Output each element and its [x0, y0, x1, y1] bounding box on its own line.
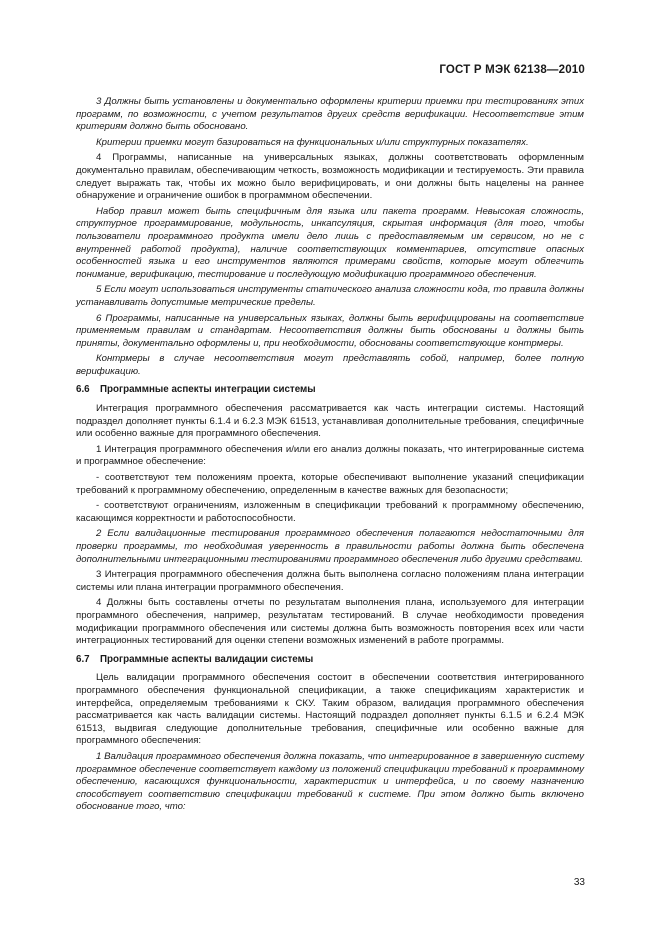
paragraph: 3 Интеграция программного обеспечения должна быть выполнена согласно положениям плана интеграции системы или плана интеграции программного обеспечения.: [76, 569, 584, 593]
paragraph: Контрмеры в случае несоответствия могут представлять собой, например, более полную верификацию.: [76, 353, 584, 377]
section-title: Программные аспекты интеграции системы: [100, 384, 316, 396]
section-heading-6-6: [76, 384, 584, 397]
paragraph: 6 Программы, написанные на универсальных языках, должны быть верифицированы на соответствие применяемым правилам и стандартам. Несоответствия должны быть обоснованы и должны быть приняты, документально оформлены и, при необходимости, обоснованы соответствующие контрмеры.: [76, 312, 584, 349]
section-title: Программные аспекты валидации системы: [100, 653, 314, 665]
section-number: 6.7: [76, 653, 90, 665]
paragraph: 4 Должны быть составлены отчеты по результатам выполнения плана, используемого для интеграции программного обеспечения, например, результатам тестирований. В случае необходимости проведения модификации программного обеспечения или системы должна быть возможность повторения всех или части интеграционных тестирований для оценки степени возможных изменений в работе программы.: [76, 597, 584, 647]
paragraph: Интеграция программного обеспечения рассматривается как часть интеграции системы. Настоящий подраздел дополняет пункты 6.1.4 и 6.2.3 МЭК 61513, устанавливая дополнительные требования, специфичные или особенно важные для программного обеспечения.: [76, 403, 584, 440]
page-body: [76, 96, 584, 817]
list-item: - соответствуют тем положениям проекта, которые обеспечивают выполнение указаний спецификации требований к программному обеспечению, определенным в качестве важных для безопасности;: [76, 472, 584, 496]
paragraph: Критерии приемки могут базироваться на функциональных и/или структурных показателях.: [96, 136, 529, 148]
paragraph: Набор правил может быть специфичным для языка или пакета программ. Невысокая сложность, структурное программирование, модульность, инкапсуляция, скрытая информация (для того, чтобы пользователи программного продукта имели дело лишь с предоставляемым им сервисом, но не с внутренней работой продукта), наличие соответствующих комментариев, отсутствие опасных особенностей языка и его инструментов являются примерами свойств, которые могут облегчить понимание, верификацию, тестирование и последующую модификацию программного обеспечения.: [76, 205, 584, 280]
paragraph: 3 Должны быть установлены и документально оформлены критерии приемки при тестированиях этих программ, по возможности, с учетом результатов других средств верификации. Несоответствие этим критериям должно быть обосновано.: [76, 96, 584, 133]
paragraph: 2 Если валидационные тестирования программного обеспечения полагаются недостаточными для проверки программы, то необходимая уверенность в правильности работы должна быть обеспечена дополнительными интеграционными тестированиями программного обеспечения либо другими средствами.: [76, 528, 584, 565]
page-number: 33: [573, 877, 585, 888]
document-header: ГОСТ Р МЭК 62138—2010: [439, 64, 585, 76]
list-item: - соответствуют ограничениям, изложенным в спецификации требований к программному обеспечению, касающимся корректности и работоспособности.: [76, 500, 584, 524]
section-number: 6.6: [76, 384, 90, 396]
paragraph: 4 Программы, написанные на универсальных языках, должны соответствовать оформленным документально правилам, обеспечивающим четкость, возможность модификации и тестируемость. Эти правила следует выражать так, чтобы их можно было верифицировать, и они должны быть нацелены на раннее обнаружение и ограничение ошибок в программном обеспечении.: [76, 152, 584, 202]
paragraph: Цель валидации программного обеспечения состоит в обеспечении соответствия интегрированного программного обеспечения функциональной спецификации, а также спецификациям характеристик и интерфейса, определяемым требованиями к СКУ. Таким образом, валидация программного обеспечения рассматривается как часть валидации системы. Настоящий подраздел дополняет пункты 6.1.5 и 6.2.4 МЭК 61513, выдвигая следующие дополнительные требования, специфичные или особенно важные для программного обеспечения:: [76, 672, 584, 747]
paragraph: 1 Интеграция программного обеспечения и/или его анализ должны показать, что интегрированные система и программное обеспечение:: [76, 443, 584, 468]
paragraph: 1 Валидация программного обеспечения должна показать, что интегрированное в завершенную систему программное обеспечение соответствует каждому из положений спецификации требований к программному обеспечению, касающихся функциональности, характеристик и интерфейса, и по своему назначению способствует соответствию спецификации требований к системе. При этом должно быть включено обоснование того, что:: [76, 750, 584, 813]
paragraph: 5 Если могут использоваться инструменты статического анализа сложности кода, то правила должны устанавливать допустимые метрические пределы.: [76, 284, 584, 308]
section-heading-6-7: [76, 654, 584, 667]
